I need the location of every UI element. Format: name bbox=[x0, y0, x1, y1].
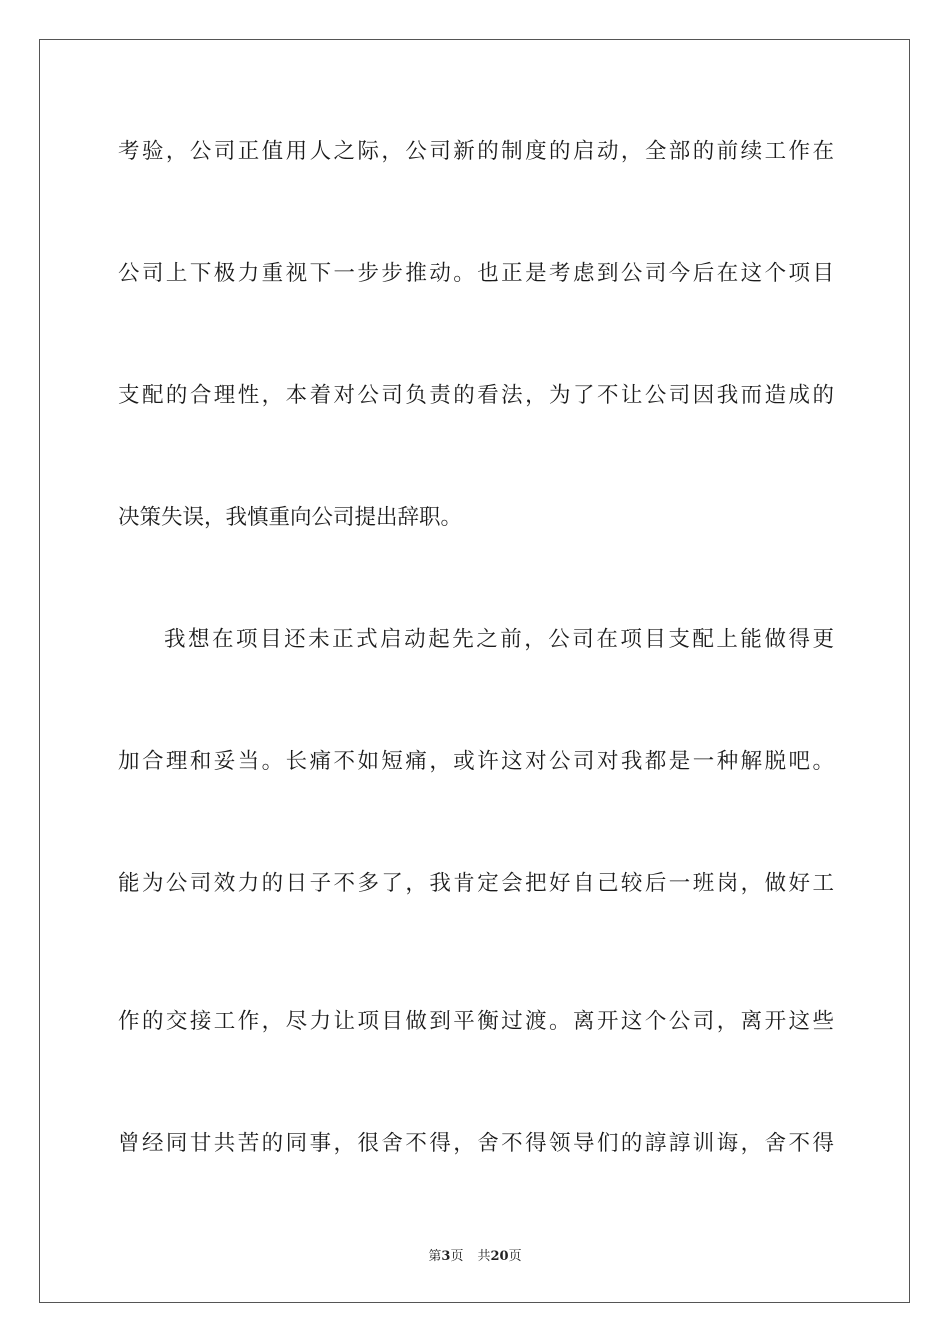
footer-total-pages: 20 bbox=[490, 1249, 509, 1264]
page-footer bbox=[0, 1248, 950, 1266]
body-text-line-4: 决策失误，我慎重向公司提出辞职。 bbox=[118, 505, 463, 530]
body-text-line-5: 我想在项目还未正式启动起先之前，公司在项目支配上能做得更 bbox=[164, 627, 834, 652]
footer-page-prefix: 第 bbox=[428, 1249, 442, 1264]
footer-total-prefix: 共 bbox=[477, 1249, 491, 1264]
page-border bbox=[39, 39, 910, 1303]
body-text-line-1: 考验，公司正值用人之际，公司新的制度的启动，全部的前续工作在 bbox=[118, 139, 834, 164]
body-text-line-8: 作的交接工作，尽力让项目做到平衡过渡。离开这个公司，离开这些 bbox=[118, 1009, 834, 1034]
body-text-line-7: 能为公司效力的日子不多了，我肯定会把好自己较后一班岗，做好工 bbox=[118, 871, 834, 896]
body-text-line-2: 公司上下极力重视下一步步推动。也正是考虑到公司今后在这个项目 bbox=[118, 261, 834, 286]
footer-total-suffix: 页 bbox=[508, 1249, 522, 1264]
body-text-line-6: 加合理和妥当。长痛不如短痛，或许这对公司对我都是一种解脱吧。 bbox=[118, 749, 834, 774]
footer-page-suffix: 页 bbox=[450, 1249, 464, 1264]
body-text-line-3: 支配的合理性，本着对公司负责的看法，为了不让公司因我而造成的 bbox=[118, 383, 834, 408]
footer-page-number: 3 bbox=[441, 1249, 451, 1264]
body-text-line-9: 曾经同甘共苦的同事，很舍不得，舍不得领导们的諄諄训诲，舍不得 bbox=[118, 1131, 834, 1156]
